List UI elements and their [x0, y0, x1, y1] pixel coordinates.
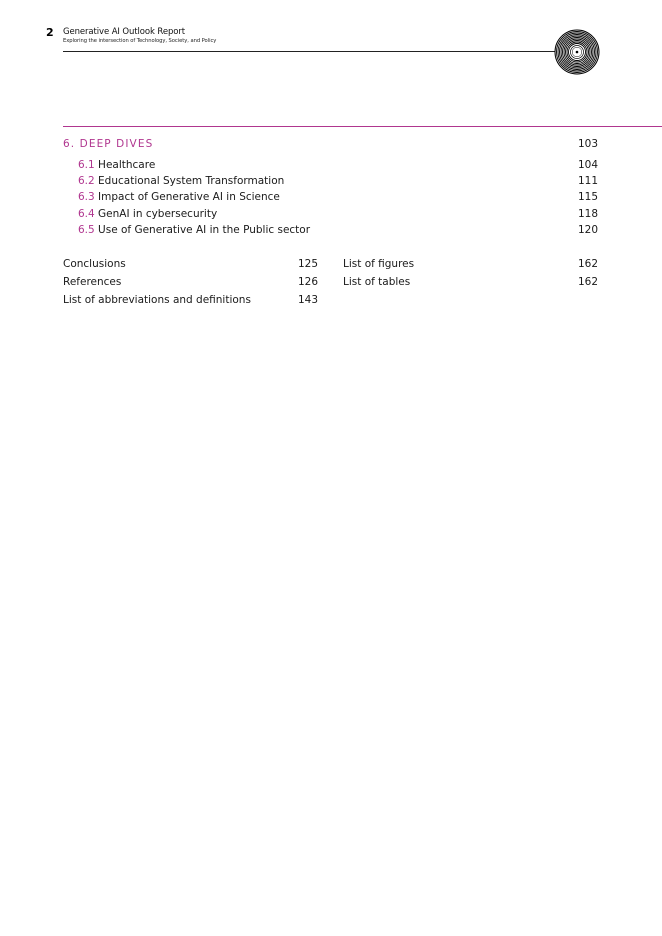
toc-section-title: GenAI in cybersecurity	[98, 208, 218, 220]
page-number: 2	[46, 26, 54, 39]
toc-backmatter-item[interactable]: List of figures	[343, 258, 415, 270]
chapter-divider	[63, 126, 662, 127]
header-divider	[63, 51, 558, 52]
running-header-subtitle: Exploring the intersection of Technology, Society, and Policy	[63, 38, 217, 44]
toc-section-title: Use of Generative AI in the Public sector	[98, 224, 311, 236]
toc-section-page: 118	[577, 208, 598, 220]
toc-section-number: 6.4	[78, 208, 95, 220]
toc-backmatter-page: 162	[577, 258, 598, 270]
toc-section-page: 115	[577, 191, 598, 203]
concentric-circles-emblem-icon	[554, 29, 600, 75]
toc-section-number: 6.5	[78, 224, 95, 236]
toc-backmatter-item[interactable]: References	[63, 276, 122, 288]
toc-section-item[interactable]	[78, 173, 284, 189]
toc-section-number: 6.1	[78, 159, 95, 171]
toc-section-item[interactable]	[78, 206, 217, 222]
toc-backmatter-item[interactable]: List of abbreviations and definitions	[63, 294, 251, 306]
toc-chapter-title[interactable]: 6. DEEP DIVES	[63, 138, 154, 150]
toc-section-page: 120	[577, 224, 598, 236]
toc-backmatter-page: 125	[297, 258, 318, 270]
toc-section-title: Healthcare	[98, 159, 156, 171]
toc-backmatter-item[interactable]: Conclusions	[63, 258, 126, 270]
toc-section-item[interactable]	[78, 222, 310, 238]
toc-backmatter-page: 162	[577, 276, 598, 288]
toc-section-title: Educational System Transformation	[98, 175, 285, 187]
toc-chapter-page: 103	[577, 138, 598, 150]
toc-section-number: 6.3	[78, 191, 95, 203]
toc-section-page: 111	[577, 175, 598, 187]
toc-section-page: 104	[577, 159, 598, 171]
running-header-title: Generative AI Outlook Report	[63, 27, 185, 37]
toc-section-number: 6.2	[78, 175, 95, 187]
toc-section-title: Impact of Generative AI in Science	[98, 191, 280, 203]
toc-backmatter-page: 143	[297, 294, 318, 306]
toc-backmatter-page: 126	[297, 276, 318, 288]
toc-section-item[interactable]	[78, 189, 280, 205]
toc-section-item[interactable]	[78, 157, 155, 173]
toc-backmatter-item[interactable]: List of tables	[343, 276, 411, 288]
